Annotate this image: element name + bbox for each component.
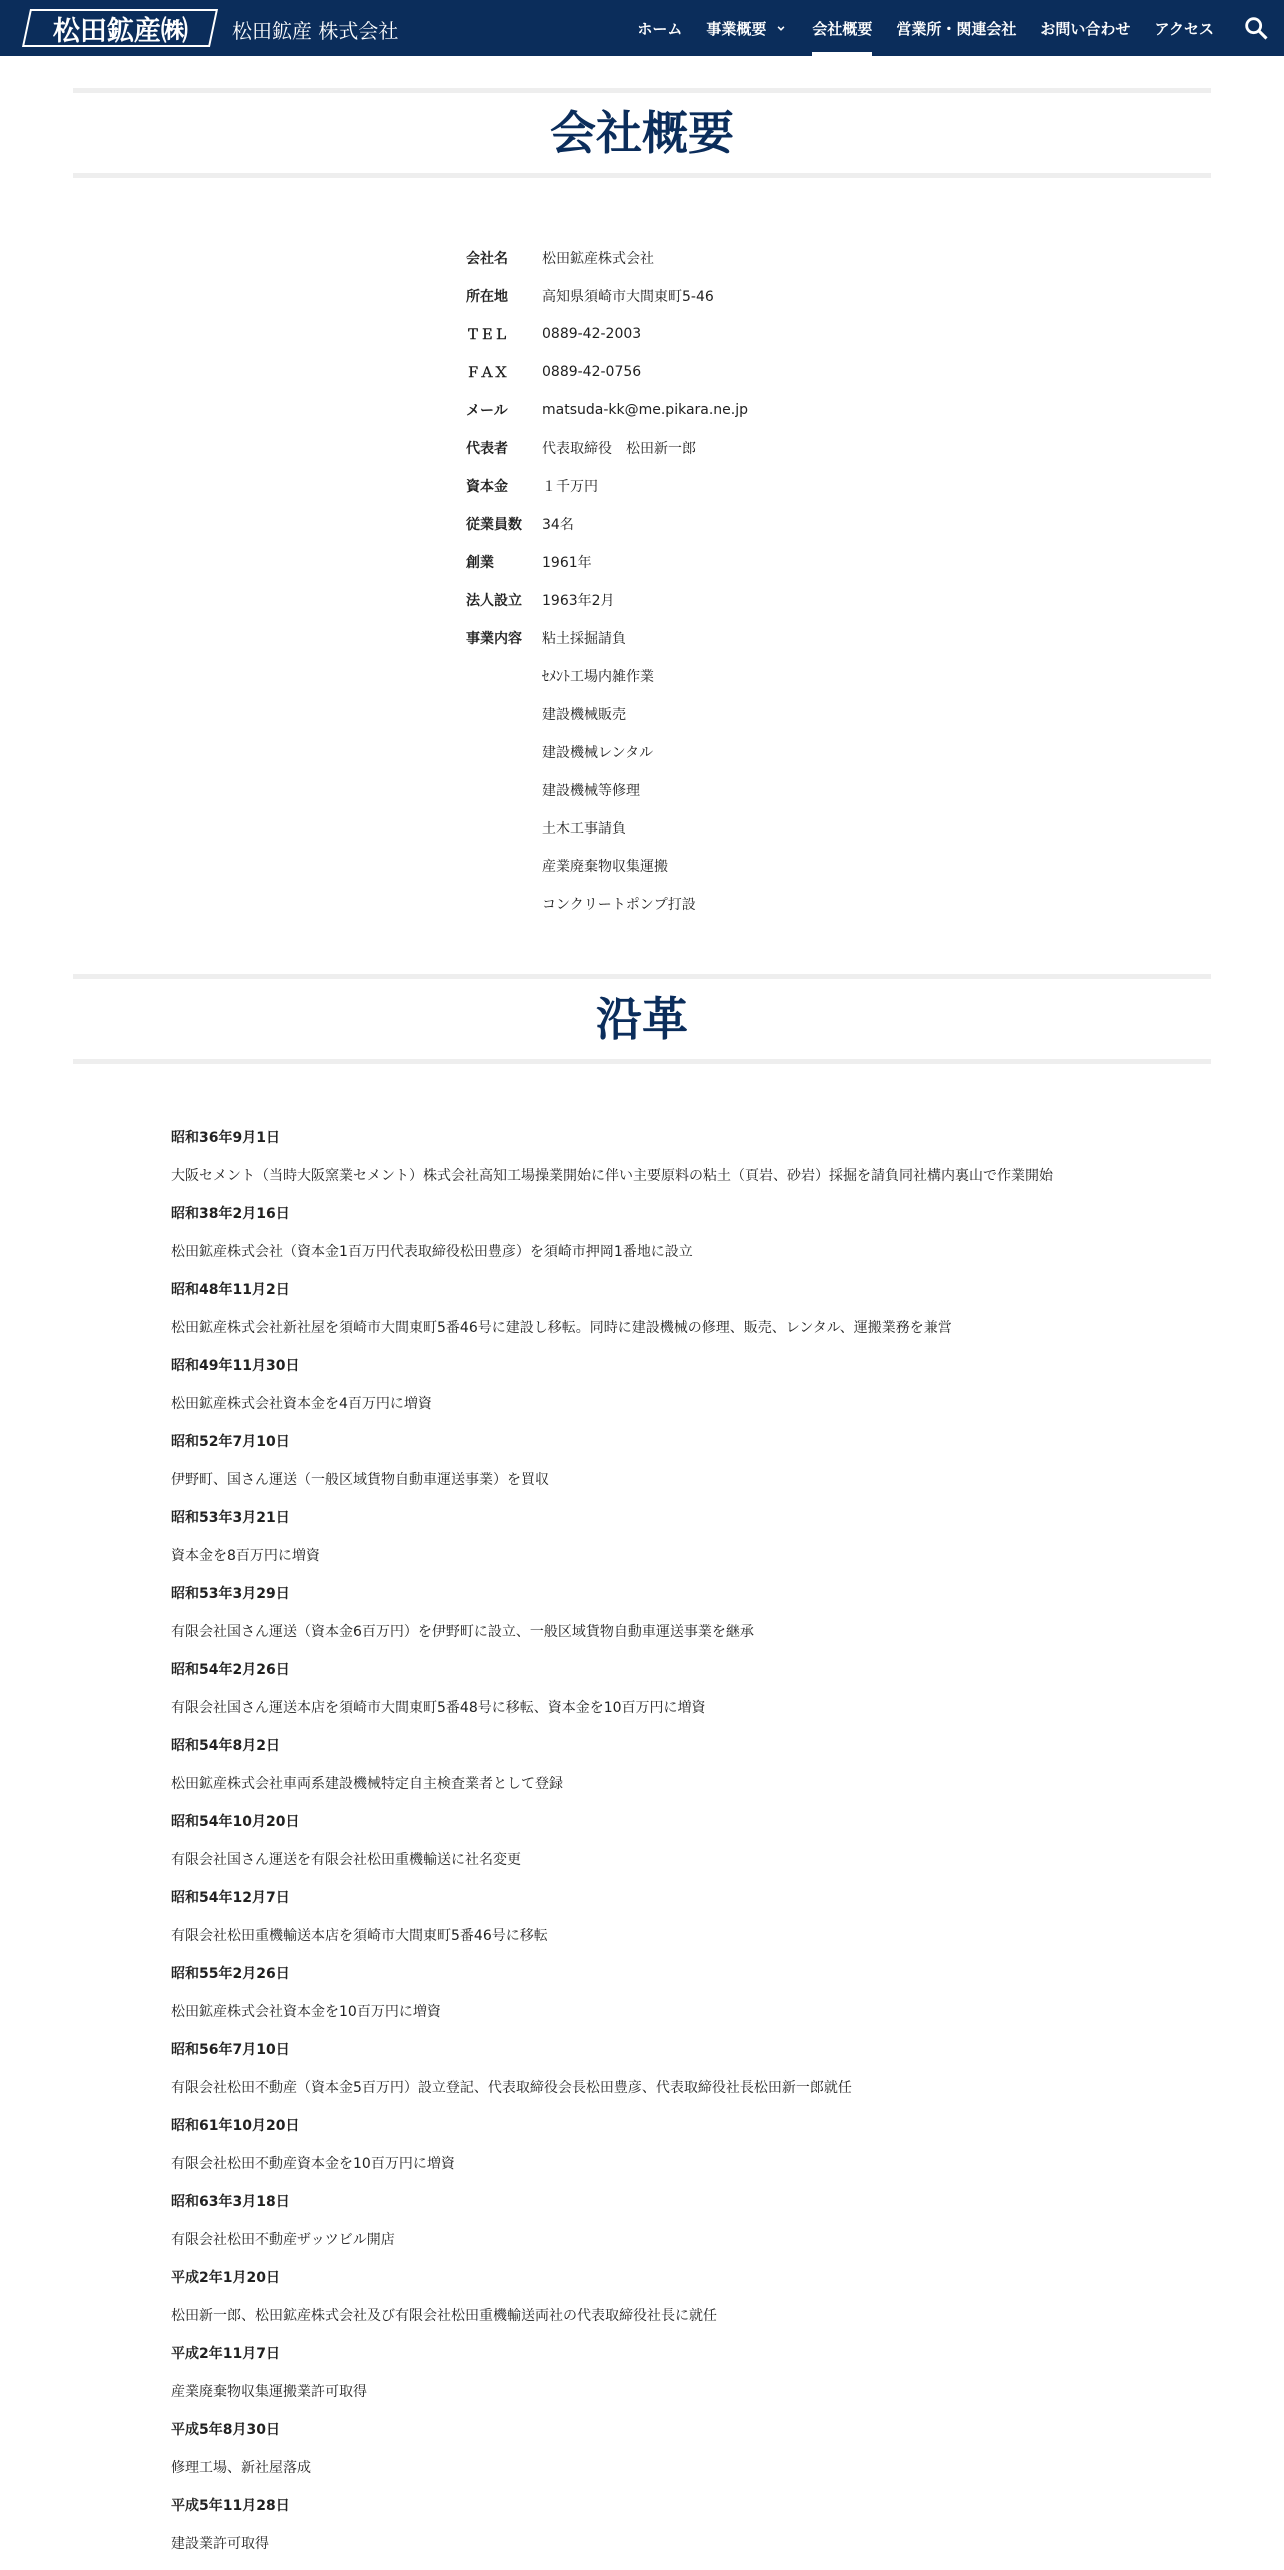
company-info-key [466, 885, 542, 923]
company-info-key: 法人設立 [466, 593, 522, 609]
nav-item-label: お問い合わせ [1040, 19, 1131, 38]
company-info-value: 1961年 [542, 555, 592, 571]
company-info-row [466, 885, 748, 923]
site-title[interactable]: 松田鉱産 株式会社 [232, 19, 399, 43]
company-info-key: 会社名 [466, 251, 508, 267]
history-date: 昭和63年3月18日 [171, 2194, 290, 2210]
history-date: 昭和36年9月1日 [171, 1130, 280, 1146]
company-info-key [466, 657, 542, 695]
company-heading-band [73, 88, 1211, 178]
company-info-key: 事業内容 [466, 631, 522, 647]
company-info-key: メール [466, 403, 508, 419]
history-list [171, 1126, 1121, 2570]
history-date: 平成5年11月28日 [171, 2498, 290, 2514]
history-text: 有限会社国さん運送を有限会社松田重機輸送に社名変更 [171, 1852, 521, 1868]
history-text: 有限会社松田不動産（資本金5百万円）設立登記、代表取締役会長松田豊彦、代表取締役社長松田新一郎就任 [171, 2080, 852, 2096]
history-date: 昭和54年2月26日 [171, 1662, 290, 1678]
nav-item-contact[interactable] [1028, 0, 1142, 56]
site-logo[interactable] [22, 9, 218, 47]
history-text: 松田鉱産株式会社新社屋を須崎市大間東町5番46号に建設し移転。同時に建設機械の修理、販売、レンタル、運搬業務を兼営 [171, 1320, 952, 1336]
history-text: 資本金を8百万円に増資 [171, 1548, 320, 1564]
nav-item-label: アクセス [1154, 19, 1214, 38]
company-info-row [466, 505, 748, 543]
company-info-row [466, 733, 748, 771]
history-text: 修理工場、新社屋落成 [171, 2460, 311, 2476]
company-info-key [466, 809, 542, 847]
history-date: 平成5年8月30日 [171, 2422, 280, 2438]
company-info-value: 松田鉱産株式会社 [542, 251, 654, 267]
history-date: 昭和53年3月21日 [171, 1510, 290, 1526]
company-info-value: 建設機械レンタル [542, 745, 654, 761]
company-info-key: 従業員数 [466, 517, 522, 533]
company-info-value: 34名 [542, 517, 574, 533]
history-text: 松田鉱産株式会社車両系建設機械特定自主検査業者として登録 [171, 1776, 563, 1792]
company-info-key: ＴＥＬ [466, 327, 508, 343]
company-info-row [466, 239, 748, 277]
chevron-down-icon[interactable] [774, 21, 788, 35]
company-heading: 会社概要 [550, 106, 734, 160]
company-info-value: ｾﾒﾝﾄ工場内雑作業 [542, 669, 654, 685]
history-date: 平成2年1月20日 [171, 2270, 280, 2286]
company-info-row [466, 467, 748, 505]
nav-item-business[interactable] [694, 0, 800, 56]
site-header [0, 0, 1284, 56]
company-info-key: 代表者 [466, 441, 508, 457]
history-text: 建設業許可取得 [171, 2536, 269, 2552]
history-text: 伊野町、国さん運送（一般区域貨物自動車運送事業）を買収 [171, 1472, 549, 1488]
history-date: 昭和49年11月30日 [171, 1358, 300, 1374]
history-text: 松田新一郎、松田鉱産株式会社及び有限会社松田重機輸送両社の代表取締役社長に就任 [171, 2308, 717, 2324]
history-text: 有限会社国さん運送本店を須崎市大間東町5番48号に移転、資本金を10百万円に増資 [171, 1700, 706, 1716]
history-date: 昭和38年2月16日 [171, 1206, 290, 1222]
logo-text: 松田鉱産㈱ [52, 15, 188, 47]
company-info-value: matsuda-kk@me.pikara.ne.jp [542, 402, 749, 418]
company-info-value: コンクリートポンプ打設 [542, 897, 696, 913]
company-info-key [466, 847, 542, 885]
company-info-key: ＦＡＸ [466, 365, 508, 381]
company-info-value: １千万円 [542, 479, 598, 495]
nav-item-label: ホーム [637, 19, 683, 38]
nav-item-home[interactable] [625, 0, 694, 56]
company-info-value: 土木工事請負 [542, 821, 626, 837]
company-info-table [466, 239, 748, 923]
history-date: 昭和61年10月20日 [171, 2118, 300, 2134]
company-info-key: 所在地 [466, 289, 508, 305]
history-text: 松田鉱産株式会社（資本金1百万円代表取締役松田豊彦）を須崎市押岡1番地に設立 [171, 1244, 693, 1260]
history-date: 昭和56年7月10日 [171, 2042, 290, 2058]
company-info-value: 建設機械販売 [542, 707, 626, 723]
company-info-value: 建設機械等修理 [542, 783, 640, 799]
history-text: 有限会社国さん運送（資本金6百万円）を伊野町に設立、一般区域貨物自動車運送事業を継承 [171, 1624, 754, 1640]
company-info-value: 代表取締役 松田新一郎 [542, 441, 696, 457]
history-text: 大阪セメント（当時大阪窯業セメント）株式会社高知工場操業開始に伴い主要原料の粘土（頁岩、砂岩）採掘を請負同社構内裏山で作業開始 [171, 1168, 1053, 1184]
company-info-row [466, 277, 748, 315]
company-info-value: 産業廃棄物収集運搬 [542, 859, 668, 875]
company-info-value: 0889-42-0756 [542, 364, 642, 380]
company-info-value: 0889-42-2003 [542, 326, 642, 342]
company-info-row [466, 543, 748, 581]
company-info-row [466, 429, 748, 467]
history-date: 昭和53年3月29日 [171, 1586, 290, 1602]
history-heading: 沿革 [596, 992, 688, 1046]
company-info-row [466, 771, 748, 809]
nav-item-company[interactable] [800, 0, 884, 56]
company-info-value: 1963年2月 [542, 593, 615, 609]
company-info-key: 創業 [466, 555, 494, 571]
nav-item-label: 会社概要 [812, 19, 873, 38]
history-text: 産業廃棄物収集運搬業許可取得 [171, 2384, 367, 2400]
company-info-row [466, 353, 748, 391]
company-info-row [466, 847, 748, 885]
company-info-row [466, 391, 748, 429]
company-info-row [466, 619, 748, 657]
company-info-row [466, 695, 748, 733]
history-date: 昭和54年8月2日 [171, 1738, 280, 1754]
company-info-key [466, 771, 542, 809]
history-heading-band [73, 974, 1211, 1064]
history-text: 松田鉱産株式会社資本金を4百万円に増資 [171, 1396, 432, 1412]
company-info-row [466, 657, 748, 695]
history-date: 昭和52年7月10日 [171, 1434, 290, 1450]
history-date: 昭和55年2月26日 [171, 1966, 290, 1982]
nav-item-label: 営業所・関連会社 [896, 19, 1017, 38]
history-text: 有限会社松田不動産ザッツビル開店 [171, 2232, 395, 2248]
company-info-key: 資本金 [466, 479, 508, 495]
nav-item-offices[interactable] [884, 0, 1028, 56]
nav-item-access[interactable] [1142, 0, 1226, 56]
company-info-row [466, 581, 748, 619]
history-text: 有限会社松田不動産資本金を10百万円に増資 [171, 2156, 455, 2172]
history-text: 有限会社松田重機輸送本店を須崎市大間東町5番46号に移転 [171, 1928, 548, 1944]
nav-item-label: 事業概要 [706, 19, 767, 38]
history-text: 松田鉱産株式会社資本金を10百万円に増資 [171, 2004, 441, 2020]
history-date: 昭和54年12月7日 [171, 1890, 290, 1906]
main-nav [625, 0, 1226, 56]
search-icon[interactable] [1242, 14, 1270, 42]
company-info-key [466, 695, 542, 733]
company-info-key [466, 733, 542, 771]
company-info-value: 粘土採掘請負 [542, 631, 626, 647]
company-info-row [466, 315, 748, 353]
history-date: 昭和48年11月2日 [171, 1282, 290, 1298]
history-date: 昭和54年10月20日 [171, 1814, 300, 1830]
company-info-value: 高知県須崎市大間東町5-46 [542, 289, 714, 305]
company-info-row [466, 809, 748, 847]
history-date: 平成2年11月7日 [171, 2346, 280, 2362]
